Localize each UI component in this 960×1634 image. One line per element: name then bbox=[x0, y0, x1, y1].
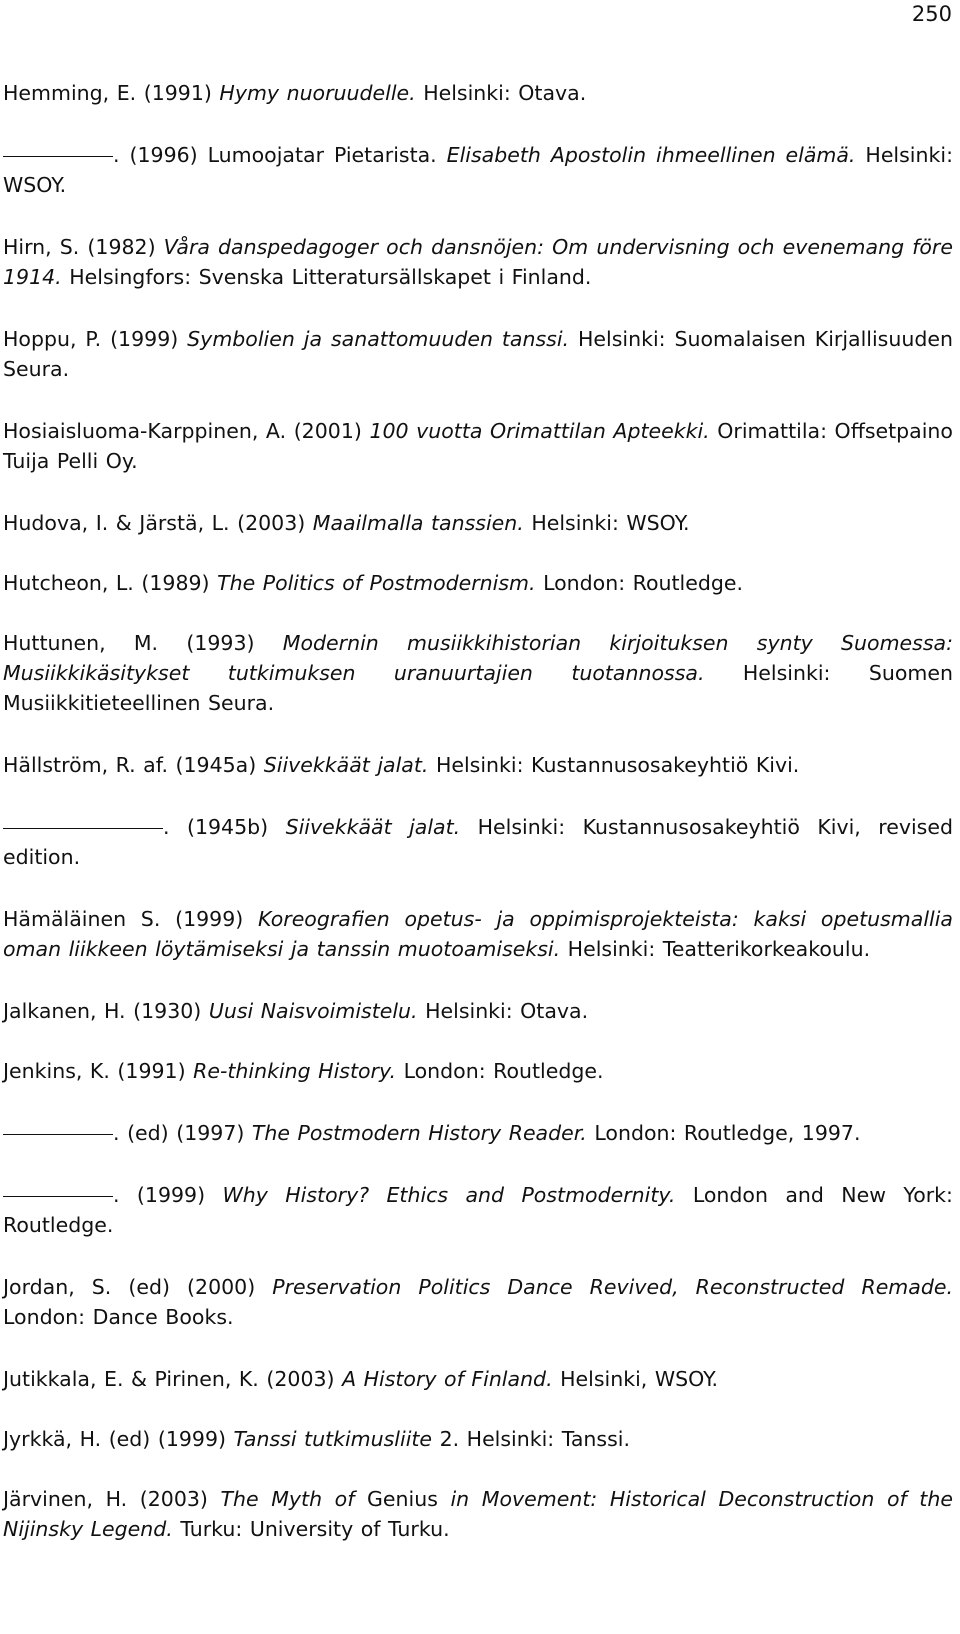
ref-title-plain: Lumoojatar Pietarista. bbox=[207, 143, 437, 167]
ref-publisher: Helsingfors: Svenska Litteratursällskapet i Finland. bbox=[69, 265, 592, 289]
ref-author: Hutcheon, L. bbox=[3, 571, 134, 595]
ref-publisher: Turku: University of Turku. bbox=[180, 1517, 450, 1541]
ref-year: (1989) bbox=[141, 571, 210, 595]
ref-title: Elisabeth Apostolin ihmeellinen elämä. bbox=[446, 143, 856, 167]
ref-author: Jutikkala, E. & Pirinen, K. bbox=[3, 1367, 259, 1391]
ref-author: Jenkins, K. bbox=[3, 1059, 110, 1083]
ref-author: Hämäläinen S. bbox=[3, 907, 161, 931]
ref-title: Symbolien ja sanattomuuden tanssi. bbox=[187, 327, 570, 351]
ref-title: Tanssi tutkimusliite bbox=[233, 1427, 433, 1451]
ref-author: Hemming, E. bbox=[3, 81, 137, 105]
ref-title: Why History? Ethics and Postmodernity. bbox=[222, 1183, 676, 1207]
ref-author: Hosiaisluoma-Karppinen, A. bbox=[3, 419, 287, 443]
ref-author: Hirn, S. bbox=[3, 235, 80, 259]
ref-title: Re-thinking History. bbox=[193, 1059, 397, 1083]
ref-publisher: 2. Helsinki: Tanssi. bbox=[439, 1427, 630, 1451]
ref-publisher: Helsinki, WSOY. bbox=[560, 1367, 718, 1391]
ref-year: (2003) bbox=[266, 1367, 335, 1391]
ref-year: (2003) bbox=[139, 1487, 208, 1511]
ref-title: Hymy nuoruudelle. bbox=[219, 81, 416, 105]
ref-year: (1999) bbox=[110, 327, 179, 351]
ref-title: Siivekkäät jalat. bbox=[285, 815, 461, 839]
reference-entry bbox=[3, 628, 953, 718]
ref-year: (2003) bbox=[237, 511, 306, 535]
ref-publisher: London and New York: Routledge. bbox=[3, 1183, 953, 1237]
page-number: 250 bbox=[911, 2, 952, 26]
ref-author: Järvinen, H. bbox=[3, 1487, 128, 1511]
ref-publisher: Helsinki: Teatterikorkeakoulu. bbox=[567, 937, 871, 961]
ref-title-continued: in Movement: Historical Deconstruction of the Nijinsky Legend. bbox=[3, 1487, 953, 1541]
ref-publisher: Helsinki: WSOY. bbox=[531, 511, 690, 535]
ref-title: Preservation Politics Dance Revived, Reconstructed Remade. bbox=[272, 1275, 953, 1299]
ref-author: Hoppu, P. bbox=[3, 327, 102, 351]
reference-entry bbox=[3, 1180, 953, 1240]
ref-year: (1999) bbox=[136, 1183, 206, 1207]
ref-publisher: London: Routledge, 1997. bbox=[594, 1121, 861, 1145]
ref-title: Koreografien opetus- ja oppimisprojekteista: kaksi opetusmallia oman liikkeen löytämiseksi ja tanssin muotoamiseksi. bbox=[3, 907, 953, 961]
reference-entry bbox=[3, 324, 953, 384]
ref-author: Jalkanen, H. bbox=[3, 999, 126, 1023]
ref-title: Uusi Naisvoimistelu. bbox=[208, 999, 418, 1023]
ditto-author-rule bbox=[3, 1195, 113, 1197]
reference-entry bbox=[3, 416, 953, 476]
reference-entry bbox=[3, 1118, 953, 1148]
ref-author: Hällström, R. af. bbox=[3, 753, 168, 777]
reference-entry bbox=[3, 508, 953, 538]
ref-title: The Myth of bbox=[220, 1487, 355, 1511]
ref-publisher: Helsinki: Otava. bbox=[423, 81, 587, 105]
ref-year: (2001) bbox=[293, 419, 362, 443]
reference-entry bbox=[3, 1364, 953, 1394]
ref-lead: . bbox=[113, 1121, 120, 1145]
ref-year: (ed) (1999) bbox=[108, 1427, 226, 1451]
ref-publisher: Helsinki: Suomalaisen Kirjallisuuden Seura. bbox=[3, 327, 953, 381]
reference-entry bbox=[3, 904, 953, 964]
reference-entry bbox=[3, 78, 953, 108]
ref-publisher: London: Dance Books. bbox=[3, 1305, 234, 1329]
ref-title: 100 vuotta Orimattilan Apteekki. bbox=[369, 419, 710, 443]
ref-author: Huttunen, M. bbox=[3, 631, 159, 655]
reference-entry bbox=[3, 750, 953, 780]
ditto-author-rule bbox=[3, 827, 163, 829]
ref-publisher: Helsinki: WSOY. bbox=[3, 143, 953, 197]
ref-title: Siivekkäät jalat. bbox=[263, 753, 429, 777]
ref-publisher: London: Routledge. bbox=[543, 571, 743, 595]
ref-lead: . bbox=[163, 815, 170, 839]
ref-year: (1993) bbox=[186, 631, 255, 655]
ref-title: Modernin musiikkihistorian kirjoituksen synty Suomessa: Musiikkikäsitykset tutkimuksen uranuurtajien tuotannossa. bbox=[3, 631, 953, 685]
ref-title: A History of Finland. bbox=[342, 1367, 553, 1391]
ref-publisher: Helsinki: Suomen Musiikkitieteellinen Seura. bbox=[3, 661, 953, 715]
ref-lead: . bbox=[113, 143, 120, 167]
ref-title: Våra danspedagoger och dansnöjen: Om undervisning och evenemang före 1914. bbox=[3, 235, 953, 289]
reference-entry bbox=[3, 568, 953, 598]
reference-entry bbox=[3, 1424, 953, 1454]
ref-year: (1982) bbox=[87, 235, 156, 259]
ref-publisher: Helsinki: Otava. bbox=[425, 999, 589, 1023]
reference-entry bbox=[3, 140, 953, 200]
ref-title: The Politics of Postmodernism. bbox=[217, 571, 536, 595]
reference-entry bbox=[3, 1056, 953, 1086]
reference-entry bbox=[3, 996, 953, 1026]
ref-year: (1991) bbox=[143, 81, 212, 105]
ditto-author-rule bbox=[3, 1133, 113, 1135]
ref-title-plain: Genius bbox=[367, 1487, 438, 1511]
reference-entry bbox=[3, 1272, 953, 1332]
reference-entry bbox=[3, 232, 953, 292]
ref-lead: . bbox=[113, 1183, 120, 1207]
reference-entry bbox=[3, 1484, 953, 1544]
ref-publisher: London: Routledge. bbox=[403, 1059, 604, 1083]
ditto-author-rule bbox=[3, 155, 113, 157]
ref-year: (1999) bbox=[175, 907, 244, 931]
ref-year: (1930) bbox=[133, 999, 202, 1023]
ref-year: (1945b) bbox=[186, 815, 269, 839]
ref-year: (ed) (2000) bbox=[128, 1275, 256, 1299]
ref-year: (1991) bbox=[117, 1059, 186, 1083]
ref-publisher: Helsinki: Kustannusosakeyhtiö Kivi. bbox=[435, 753, 800, 777]
ref-title: Maailmalla tanssien. bbox=[312, 511, 524, 535]
ref-author: Hudova, I. & Järstä, L. bbox=[3, 511, 230, 535]
ref-publisher: Helsinki: Kustannusosakeyhtiö Kivi, revised edition. bbox=[3, 815, 953, 869]
reference-entry bbox=[3, 812, 953, 872]
ref-author: Jyrkkä, H. bbox=[3, 1427, 102, 1451]
ref-year: (1996) bbox=[129, 143, 198, 167]
ref-publisher: Orimattila: Offsetpaino Tuija Pelli Oy. bbox=[3, 419, 953, 473]
ref-author: Jordan, S. bbox=[3, 1275, 112, 1299]
ref-year: (1945a) bbox=[175, 753, 257, 777]
ref-year: (ed) (1997) bbox=[127, 1121, 245, 1145]
ref-title: The Postmodern History Reader. bbox=[251, 1121, 587, 1145]
reference-list bbox=[3, 78, 953, 1576]
